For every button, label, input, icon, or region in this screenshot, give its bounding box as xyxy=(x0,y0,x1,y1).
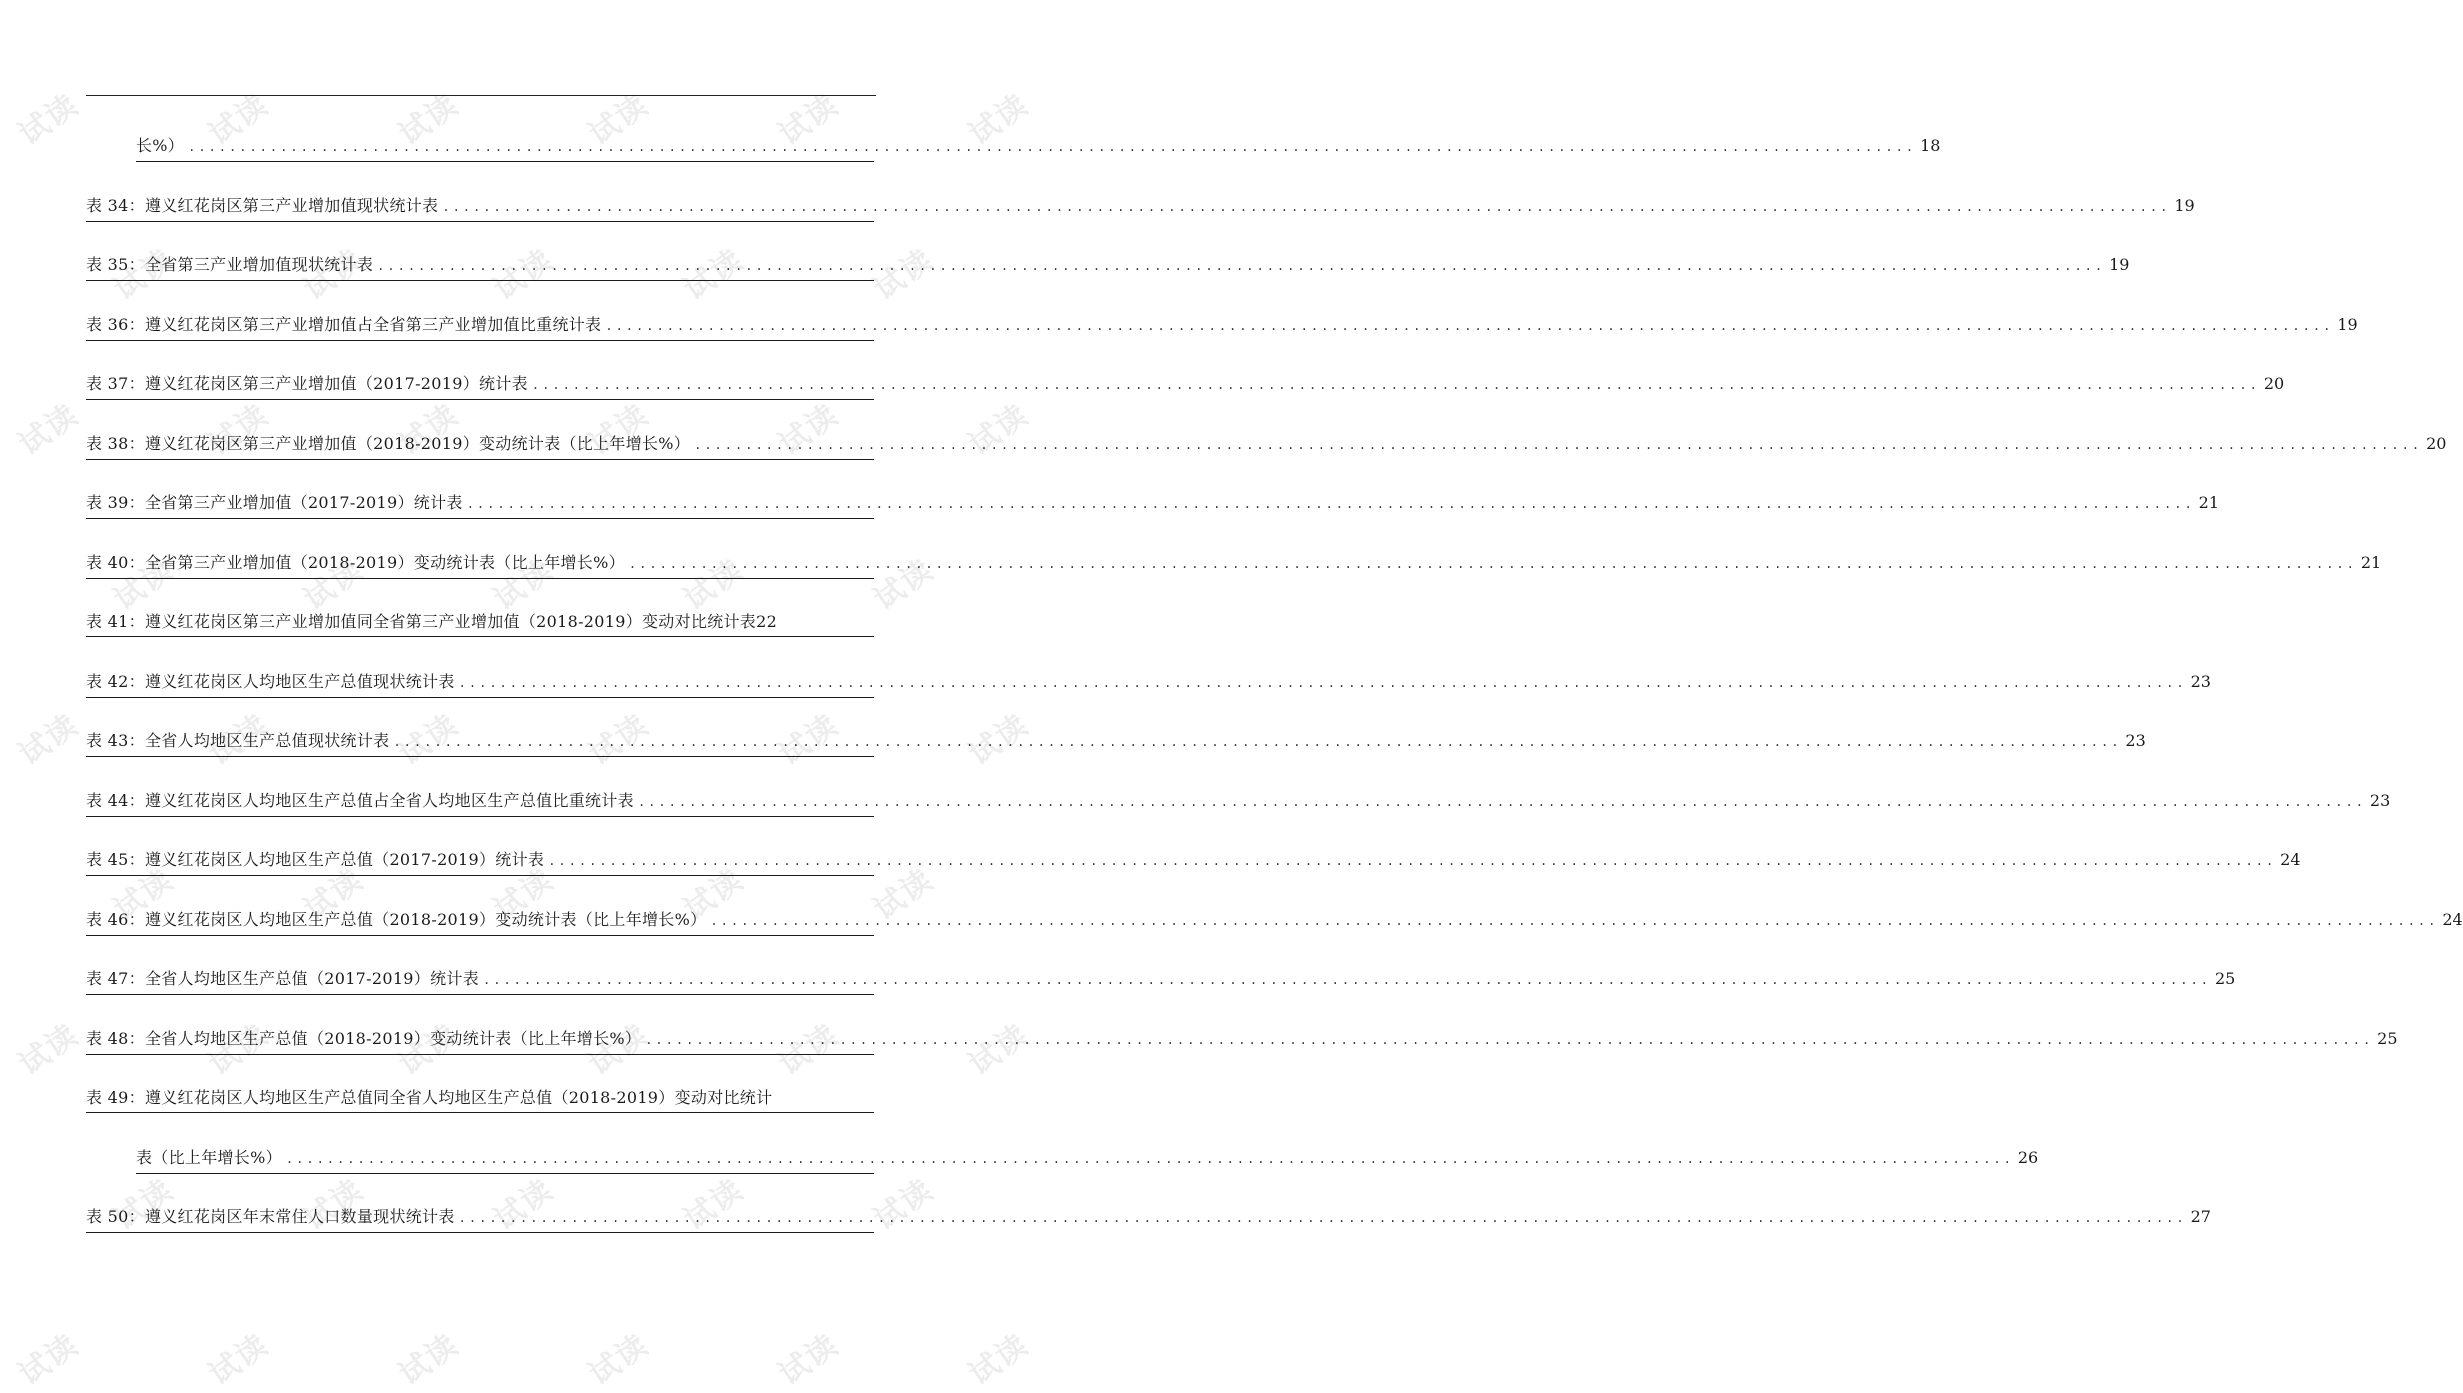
watermark-text: 试读 xyxy=(867,1172,941,1238)
toc-leader-dots xyxy=(629,552,2357,576)
watermark-text: 试读 xyxy=(392,1327,466,1393)
watermark-text: 试读 xyxy=(962,87,1036,153)
watermark-text: 试读 xyxy=(677,552,751,618)
watermark-text: 试读 xyxy=(772,397,846,463)
toc-entry-title: 表 39：全省第三产业增加值（2017-2019）统计表 xyxy=(86,493,463,512)
watermark-text: 试读 xyxy=(582,1017,656,1083)
watermark-text: 试读 xyxy=(582,1327,656,1393)
toc-leader-dots xyxy=(605,314,2333,338)
toc-entry[interactable] xyxy=(86,961,2236,1021)
toc-entry[interactable] xyxy=(86,188,2195,248)
watermark-text: 试读 xyxy=(582,707,656,773)
toc-entry-title: 表 35：全省第三产业增加值现状统计表 xyxy=(86,255,374,274)
toc-entry-title: 表 42：遵义红花岗区人均地区生产总值现状统计表 xyxy=(86,671,455,691)
toc-entry-link[interactable] xyxy=(86,1086,874,1113)
toc-entry-link[interactable] xyxy=(86,551,2382,579)
toc-entry-title: 表 50：遵义红花岗区年末常住人口数量现状统计表 xyxy=(86,1207,455,1226)
watermark-text: 试读 xyxy=(772,1327,846,1393)
toc-page-number: 24 xyxy=(2442,909,2463,929)
toc-leader-dots xyxy=(442,195,2170,219)
toc-page-number: 19 xyxy=(2109,255,2130,274)
toc-entry-link[interactable] xyxy=(136,134,1941,162)
watermark-text: 试读 xyxy=(392,87,466,153)
toc-leader-dots xyxy=(286,1147,2014,1171)
watermark-text: 试读 xyxy=(202,87,276,153)
toc-leader-dots xyxy=(188,135,1916,159)
watermark-text: 试读 xyxy=(297,552,371,618)
toc-entry[interactable] xyxy=(86,604,874,664)
watermark-text: 试读 xyxy=(582,87,656,153)
watermark-text: 试读 xyxy=(867,862,941,928)
watermark-text: 试读 xyxy=(12,1017,86,1083)
toc-page-number: 25 xyxy=(2214,969,2236,988)
header-rule xyxy=(86,95,876,96)
toc-page-number: 19 xyxy=(2337,314,2358,334)
watermark-text: 试读 xyxy=(962,397,1036,463)
watermark-text: 试读 xyxy=(487,552,561,618)
watermark-text: 试读 xyxy=(677,862,751,928)
toc-entry-title: 表 37：遵义红花岗区第三产业增加值（2017-2019）统计表 xyxy=(86,374,528,393)
watermark-text: 试读 xyxy=(487,242,561,308)
toc-entry[interactable] xyxy=(86,1140,2039,1200)
toc-entry-title: 表 47：全省人均地区生产总值（2017-2019）统计表 xyxy=(86,969,479,988)
toc-page-number: 20 xyxy=(2263,374,2285,393)
watermark-text: 试读 xyxy=(107,862,181,928)
watermark-text: 试读 xyxy=(772,1017,846,1083)
toc-entry[interactable] xyxy=(86,366,2285,426)
toc-entry-link[interactable] xyxy=(136,1146,2039,1174)
toc-leader-dots xyxy=(459,671,2187,695)
watermark-text: 试读 xyxy=(962,707,1036,773)
toc-entry-link[interactable] xyxy=(86,372,2285,400)
toc-page-number: 27 xyxy=(2190,1207,2211,1226)
toc-entry-link[interactable] xyxy=(86,1027,2398,1055)
toc-page-number: 26 xyxy=(2017,1147,2039,1167)
watermark-text: 试读 xyxy=(677,1172,751,1238)
watermark-text: 试读 xyxy=(297,242,371,308)
toc-entry-title: 表 36：遵义红花岗区第三产业增加值占全省第三产业增加值比重统计表 xyxy=(86,314,602,334)
toc-page-number: 19 xyxy=(2174,195,2195,215)
toc-entry-link[interactable] xyxy=(86,313,2358,341)
watermark-text: 试读 xyxy=(12,87,86,153)
toc-entry[interactable] xyxy=(86,664,2211,724)
watermark-text: 试读 xyxy=(107,552,181,618)
watermark-text: 试读 xyxy=(12,707,86,773)
toc-leader-dots xyxy=(483,968,2211,992)
watermark-text: 试读 xyxy=(392,707,466,773)
toc-entry-link[interactable] xyxy=(86,789,2391,817)
watermark-text: 试读 xyxy=(867,552,941,618)
watermark-text: 试读 xyxy=(392,1017,466,1083)
watermark-text: 试读 xyxy=(772,87,846,153)
toc-entry[interactable] xyxy=(86,128,1941,188)
toc-entry-title: 表 49：遵义红花岗区人均地区生产总值同全省人均地区生产总值（2018-2019）变动对比统计 xyxy=(86,1088,773,1107)
toc-entry-link[interactable] xyxy=(86,491,2220,519)
toc-page-number: 25 xyxy=(2377,1028,2398,1048)
watermark-text: 试读 xyxy=(202,1327,276,1393)
toc-leader-dots xyxy=(532,373,2260,397)
watermark-text: 试读 xyxy=(487,1172,561,1238)
toc-entry-title: 长%） xyxy=(136,136,185,155)
toc-leader-dots xyxy=(459,1206,2187,1230)
toc-entry-title: 表 43：全省人均地区生产总值现状统计表 xyxy=(86,731,390,750)
watermark-text: 试读 xyxy=(107,1172,181,1238)
watermark-text: 试读 xyxy=(392,397,466,463)
watermark-text: 试读 xyxy=(107,242,181,308)
toc-page-number: 23 xyxy=(2125,731,2146,750)
toc-entry-title: 表 40：全省第三产业增加值（2018-2019）变动统计表（比上年增长%） xyxy=(86,552,625,572)
toc-entry-title: 表 45：遵义红花岗区人均地区生产总值（2017-2019）统计表 xyxy=(86,850,545,869)
toc-entry-link[interactable] xyxy=(86,670,2211,698)
watermark-text: 试读 xyxy=(12,1327,86,1393)
toc-entry-link[interactable] xyxy=(86,908,2463,936)
watermark-text: 试读 xyxy=(962,1017,1036,1083)
toc-entry[interactable] xyxy=(86,1080,874,1140)
watermark-text: 试读 xyxy=(202,707,276,773)
toc-leader-dots xyxy=(548,849,2276,873)
toc-entry-link[interactable] xyxy=(86,729,2146,757)
toc-leader-dots xyxy=(638,790,2366,814)
toc-page-number: 24 xyxy=(2280,850,2301,869)
toc-leader-dots xyxy=(393,730,2121,754)
watermark-text: 试读 xyxy=(962,1327,1036,1393)
toc-entry-title: 表 48：全省人均地区生产总值（2018-2019）变动统计表（比上年增长%） xyxy=(86,1028,642,1048)
toc-leader-dots xyxy=(710,909,2438,933)
toc-entry-title: 表 44：遵义红花岗区人均地区生产总值占全省人均地区生产总值比重统计表 xyxy=(86,790,634,810)
watermark-text: 试读 xyxy=(202,397,276,463)
watermark-text: 试读 xyxy=(772,707,846,773)
toc-entry-link[interactable] xyxy=(86,1205,2211,1233)
toc-entry-title: 表（比上年增长%） xyxy=(136,1147,282,1167)
toc-entry-link[interactable] xyxy=(86,848,2301,876)
toc-entry-title: 表 38：遵义红花岗区第三产业增加值（2018-2019）变动统计表（比上年增长%） xyxy=(86,433,691,453)
watermark-text: 试读 xyxy=(297,1172,371,1238)
toc-entry-link[interactable] xyxy=(86,253,2130,281)
toc-entry-link[interactable] xyxy=(86,194,2195,222)
watermark-text: 试读 xyxy=(12,397,86,463)
watermark-text: 试读 xyxy=(202,1017,276,1083)
watermark-text: 试读 xyxy=(677,242,751,308)
toc-page-number: 18 xyxy=(1920,136,1941,155)
toc-leader-dots xyxy=(694,433,2422,457)
toc-entry[interactable] xyxy=(86,783,2391,843)
toc-page-number: 20 xyxy=(2426,433,2447,453)
watermark-text: 试读 xyxy=(867,242,941,308)
toc-page-number: 21 xyxy=(2198,493,2220,512)
toc-leader-dots xyxy=(467,492,2195,516)
toc-entry-link[interactable] xyxy=(86,432,2447,460)
toc-entry[interactable] xyxy=(86,307,2358,367)
toc-page-number: 23 xyxy=(2190,671,2211,691)
toc-leader-dots xyxy=(645,1028,2373,1052)
toc-entry-link[interactable] xyxy=(86,967,2236,995)
toc-entry-link[interactable] xyxy=(86,610,874,637)
watermark-text: 试读 xyxy=(297,862,371,928)
watermark-text: 试读 xyxy=(487,862,561,928)
watermark-text: 试读 xyxy=(582,397,656,463)
toc-entry-title: 表 46：遵义红花岗区人均地区生产总值（2018-2019）变动统计表（比上年增长%） xyxy=(86,909,707,929)
toc-entry-title: 表 34：遵义红花岗区第三产业增加值现状统计表 xyxy=(86,195,439,215)
toc-entry[interactable] xyxy=(86,485,2220,545)
toc-page-number: 23 xyxy=(2369,790,2391,810)
toc-entry[interactable] xyxy=(86,902,2463,962)
toc-leader-dots xyxy=(377,254,2105,278)
toc-entry-title: 表 41：遵义红花岗区第三产业增加值同全省第三产业增加值（2018-2019）变动对比统计表22 xyxy=(86,612,778,631)
toc-page-number: 21 xyxy=(2360,552,2382,572)
